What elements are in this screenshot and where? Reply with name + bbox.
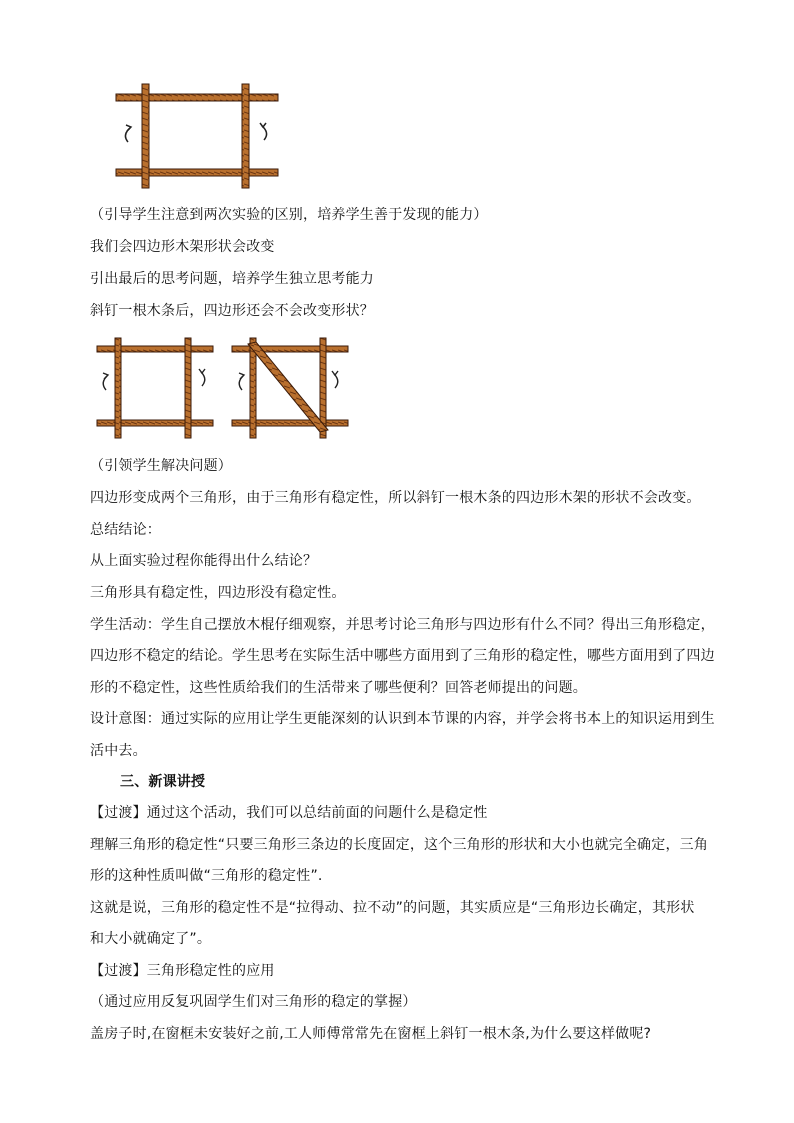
paragraph-transition-application: 【过渡】三角形稳定性的应用	[90, 963, 275, 979]
paragraph-window-question: 盖房子时,在窗框未安装好之前,工人师傅常常先在窗框上斜钉一根木条,为什么要这样做呢?	[90, 1026, 652, 1042]
paragraph-understand-stability-2: 形的这种性质叫做“三角形的稳定性”.	[90, 868, 323, 884]
paragraph-design-intent-2: 活中去。	[90, 743, 147, 759]
paragraph-transition-stability: 【过渡】通过这个活动，我们可以总结前面的问题什么是稳定性	[90, 805, 488, 821]
paragraph-meaning-1: 这就是说，三角形的稳定性不是“拉得动、拉不动”的问题，其实质应是“三角形边长确定，其形状	[90, 900, 695, 916]
paragraph-understand-stability-1: 理解三角形的稳定性“只要三角形三条边的长度固定，这个三角形的形状和大小也就完全确定，三角	[90, 837, 709, 853]
paragraph-conclusion-question: 从上面实验过程你能得出什么结论？	[90, 553, 318, 569]
paragraph-student-activity-3: 形的不稳定性，这些性质给我们的生活带来了哪些便利？回答老师提出的问题。	[90, 680, 587, 696]
paragraph-conclusion: 三角形具有稳定性，四边形没有稳定性。	[90, 585, 346, 601]
paragraph-student-activity-2: 四边形不稳定的结论。学生思考在实际生活中哪些方面用到了三角形的稳定性，哪些方面用到了四边	[90, 648, 715, 664]
paragraph-lead-solve: （引领学生解决问题）	[90, 458, 232, 474]
wood-frame-figure-top	[112, 80, 282, 192]
paragraph-design-intent-1: 设计意图：通过实际的应用让学生更能深刻的认识到本节课的内容，并学会将书本上的知识运用到生	[90, 711, 715, 727]
paragraph-summary-heading: 总结结论：	[90, 522, 161, 538]
paragraph-two-triangles: 四边形变成两个三角形，由于三角形有稳定性，所以斜钉一根木条的四边形木架的形状不会改变。	[90, 490, 701, 506]
section-heading-new-lesson: 三、新课讲授	[120, 774, 206, 790]
paragraph-meaning-2: 和大小就确定了”。	[90, 931, 212, 947]
paragraph-student-activity-1: 学生活动：学生自己摆放木棍仔细观察，并思考讨论三角形与四边形有什么不同？得出三角形稳定，	[90, 617, 715, 633]
paragraph-diagonal-question: 斜钉一根木条后，四边形还会不会改变形状？	[90, 303, 374, 319]
wood-frame-figure-bottom-right	[230, 336, 350, 442]
paragraph-quad-changes: 我们会四边形木架形状会改变	[90, 239, 275, 255]
wood-frame-figure-bottom-left	[95, 336, 215, 442]
paragraph-final-question: 引出最后的思考问题，培养学生独立思考能力	[90, 271, 374, 287]
paragraph-guide-difference: （引导学生注意到两次实验的区别，培养学生善于发现的能力）	[90, 207, 488, 223]
paragraph-application-note: （通过应用反复巩固学生们对三角形的稳定的掌握）	[90, 994, 417, 1010]
